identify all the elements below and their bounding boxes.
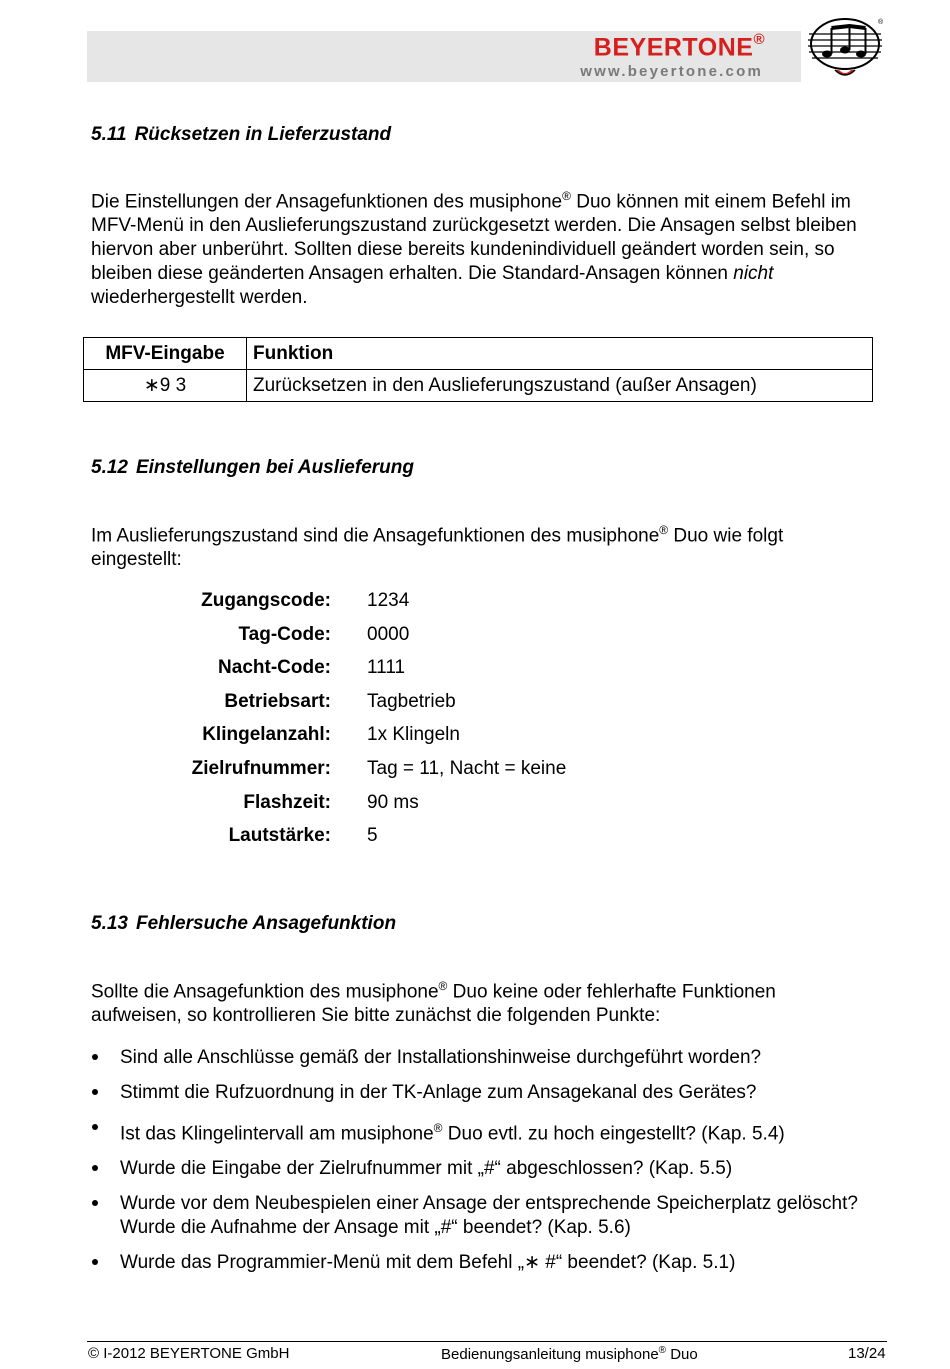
list-item: Wurde das Programmier-Menü mit dem Befehl „∗ #“ beendet? (Kap. 5.1) bbox=[91, 1251, 881, 1275]
bullet-icon bbox=[91, 1046, 120, 1070]
section-5-12-paragraph: Im Auslieferungszustand sind die Ansagefunktionen des musiphone® Duo wie folgt eingestellt: bbox=[91, 523, 784, 571]
setting-label: Flashzeit: bbox=[243, 791, 331, 813]
setting-value: Tagbetrieb bbox=[367, 690, 456, 712]
setting-value: 1111 bbox=[367, 657, 406, 679]
setting-row bbox=[150, 756, 566, 790]
section-5-13-paragraph: Sollte die Ansagefunktion des musiphone® Duo keine oder fehlerhafte Funktionen aufweisen, so kontrollieren Sie bitte zunächst die folgenden Punkte: bbox=[91, 979, 776, 1027]
section-5-11-paragraph: Die Einstellungen der Ansagefunktionen des musiphone® Duo können mit einem Befehl im MFV-Menü in den Auslieferungszustand zurückgesetzt werden. Die Ansagen selbst bleiben hiervon aber unberührt. Sollten diese bereits kundenindividuell geändert worden sein, so bleiben diese geänderten Ansagen erhalten. Die Standard-Ansagen können nicht wiederhergestellt werden. bbox=[91, 189, 857, 309]
list-item: Wurde vor dem Neubespielen einer Ansage der entsprechende Speicherplatz gelöscht? Wurde die Aufnahme der Ansage mit „#“ beendet? (Kap. 5.6) bbox=[91, 1192, 881, 1240]
list-item: Wurde die Eingabe der Zielrufnummer mit „#“ abgeschlossen? (Kap. 5.5) bbox=[91, 1157, 881, 1181]
list-item: Sind alle Anschlüsse gemäß der Installationshinweise durchgeführt worden? bbox=[91, 1046, 881, 1070]
setting-value: 1x Klingeln bbox=[367, 724, 460, 746]
section-heading-5-12: 5.12 Einstellungen bei Auslieferung bbox=[91, 457, 414, 478]
setting-row bbox=[150, 622, 566, 656]
table-header-mfv: MFV-Eingabe bbox=[84, 338, 247, 370]
setting-label: Zielrufnummer: bbox=[191, 757, 331, 779]
setting-row bbox=[150, 689, 566, 723]
music-notes-logo bbox=[805, 14, 885, 82]
setting-label: Tag-Code: bbox=[238, 623, 331, 645]
table-cell-code: ∗9 3 bbox=[84, 370, 247, 402]
section-heading-5-13: 5.13 Fehlersuche Ansagefunktion bbox=[91, 913, 397, 934]
table-row bbox=[84, 370, 873, 402]
bullet-icon bbox=[91, 1081, 120, 1105]
brand-name: BEYERTONE® bbox=[593, 31, 765, 62]
bullet-icon bbox=[91, 1157, 120, 1181]
setting-label: Lautstärke: bbox=[228, 825, 331, 847]
setting-row bbox=[150, 823, 566, 857]
setting-value: 1234 bbox=[367, 590, 410, 611]
setting-value: 0000 bbox=[367, 623, 410, 645]
table-cell-function: Zurücksetzen in den Auslieferungszustand (außer Ansagen) bbox=[247, 370, 873, 402]
settings-list bbox=[150, 588, 566, 857]
section-heading-5-11: 5.11 Rücksetzen in Lieferzustand bbox=[91, 124, 392, 145]
setting-row bbox=[150, 722, 566, 756]
header-bar bbox=[87, 31, 801, 82]
setting-value: 5 bbox=[367, 825, 378, 847]
table-header-function: Funktion bbox=[247, 338, 873, 370]
brand-url: www.beyertone.com bbox=[580, 63, 763, 80]
footer-divider bbox=[87, 1341, 887, 1342]
bullet-icon bbox=[91, 1251, 120, 1275]
page-number: 13/24 bbox=[848, 1345, 886, 1362]
setting-row bbox=[150, 588, 566, 622]
setting-row bbox=[150, 655, 566, 689]
setting-row bbox=[150, 790, 566, 824]
list-item: Stimmt die Rufzuordnung in der TK-Anlage zum Ansagekanal des Gerätes? bbox=[91, 1081, 881, 1105]
setting-value: Tag = 11, Nacht = keine bbox=[367, 757, 567, 779]
mfv-table bbox=[83, 337, 873, 402]
setting-value: 90 ms bbox=[367, 791, 419, 813]
setting-label: Nacht-Code: bbox=[218, 657, 331, 679]
bullet-icon bbox=[91, 1192, 120, 1240]
table-header-row bbox=[84, 338, 873, 370]
footer-copyright: © I-2012 BEYERTONE GmbH bbox=[88, 1345, 290, 1362]
footer-title: Bedienungsanleitung musiphone® Duo bbox=[441, 1345, 698, 1363]
setting-label: Klingelanzahl: bbox=[202, 724, 331, 746]
setting-label: Betriebsart: bbox=[224, 690, 331, 712]
bullet-icon bbox=[91, 1116, 120, 1146]
svg-text:®: ® bbox=[878, 19, 884, 26]
list-item: Ist das Klingelintervall am musiphone® Duo evtl. zu hoch eingestellt? (Kap. 5.4) bbox=[91, 1116, 881, 1146]
checklist bbox=[91, 1046, 881, 1286]
setting-label: Zugangscode: bbox=[201, 590, 331, 611]
